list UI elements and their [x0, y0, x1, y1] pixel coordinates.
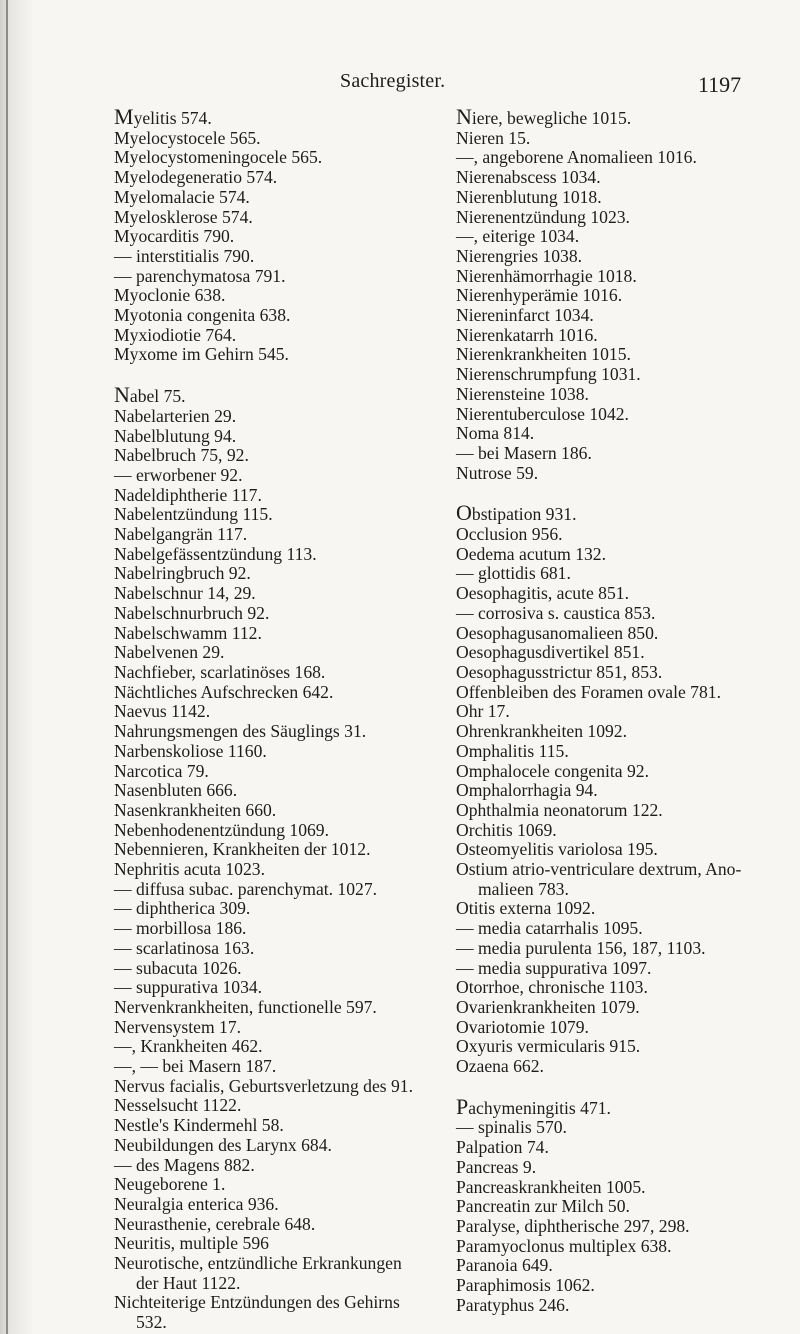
index-entry [114, 1293, 444, 1332]
index-entry [114, 1254, 444, 1293]
index-entry: Neurasthenie, cerebrale 648. [114, 1213, 316, 1234]
index-column-left [114, 104, 444, 1333]
index-entry: Neubildungen des Larynx 684. [114, 1134, 332, 1155]
index-entry: Oedema acutum 132. [456, 543, 606, 564]
index-entry: Neugeborene 1. [114, 1174, 226, 1195]
index-entry: — des Magens 882. [114, 1154, 255, 1175]
index-entry-text: Nichteiterige Entzündungen des Gehirns [114, 1292, 400, 1313]
index-entry-text: Ostium atrio-ventriculare dextrum, Ano- [456, 859, 742, 880]
index-entry: — morbillosa 186. [114, 918, 247, 939]
index-entry: Nabelschnur 14, 29. [114, 583, 256, 604]
index-entry: Otitis externa 1092. [456, 898, 596, 919]
index-entry: — diphtherica 309. [114, 898, 251, 919]
index-entry: Noma 814. [456, 423, 535, 444]
index-entry: Myxome im Gehirn 545. [114, 344, 289, 365]
index-entry: Nervensystem 17. [114, 1016, 242, 1037]
page-binding-line [6, 0, 8, 1334]
index-entry: Nasenbluten 666. [114, 780, 238, 801]
index-entry: Nabelarterien 29. [114, 405, 237, 426]
index-entry: Narcotica 79. [114, 760, 209, 781]
index-entry: Niereninfarct 1034. [456, 305, 594, 326]
index-column-right [456, 104, 781, 1315]
index-entry: Ovariotomie 1079. [456, 1016, 589, 1037]
index-entry: Nierenkrankheiten 1015. [456, 344, 631, 365]
index-entry: Myelocystomeningocele 565. [114, 147, 323, 168]
index-entry: Nierenhyperämie 1016. [456, 285, 623, 306]
index-entry: Nabelringbruch 92. [114, 563, 251, 584]
index-entry: Osteomyelitis variolosa 195. [456, 839, 658, 860]
index-entry: —, — bei Masern 187. [114, 1056, 277, 1077]
index-entry: Myelocystocele 565. [114, 127, 261, 148]
index-entry: Ozaena 662. [456, 1056, 544, 1077]
index-entry: — bei Masern 186. [456, 442, 592, 463]
index-entry: Niere, bewegliche 1015. [456, 104, 632, 129]
index-entry: Nierensteine 1038. [456, 383, 589, 404]
index-entry: Oesophagusdivertikel 851. [456, 642, 645, 663]
index-entry: Oesophagusanomalieen 850. [456, 622, 659, 643]
index-entry: Nestle's Kindermehl 58. [114, 1115, 284, 1136]
index-entry: Nasenkrankheiten 660. [114, 799, 277, 820]
index-entry: Omphalorrhagia 94. [456, 780, 598, 801]
index-entry: — corrosiva s. caustica 853. [456, 602, 656, 623]
index-entry: Oesophagusstrictur 851, 853. [456, 661, 663, 682]
index-entry: Naevus 1142. [114, 701, 211, 722]
index-entry: — media suppurativa 1097. [456, 957, 652, 978]
index-entry: Nabelvenen 29. [114, 642, 225, 663]
index-entry: Nabelschwamm 112. [114, 622, 262, 643]
index-entry: Neuritis, multiple 596 [114, 1233, 269, 1254]
index-entry: Orchitis 1069. [456, 819, 557, 840]
page-number: 1197 [698, 72, 742, 97]
index-entry: —, Krankheiten 462. [114, 1036, 263, 1057]
index-section [114, 104, 444, 365]
index-entry: Nabel 75. [114, 382, 186, 408]
index-entry: Myoclonie 638. [114, 285, 226, 306]
index-entry: — erworbener 92. [114, 464, 243, 485]
index-entry: — interstitialis 790. [114, 245, 255, 266]
index-entry: Nabelblutung 94. [114, 425, 237, 446]
index-entry: Oesophagitis, acute 851. [456, 583, 629, 604]
index-entry: Ophthalmia neonatorum 122. [456, 799, 663, 820]
index-entry: Occlusion 956. [456, 524, 563, 545]
index-entry: — suppurativa 1034. [114, 977, 263, 998]
index-entry: — media purulenta 156, 187, 1103. [456, 937, 706, 958]
index-entry: — subacuta 1026. [114, 957, 242, 978]
index-entry: Omphalocele congenita 92. [456, 760, 649, 781]
index-entry: — parenchymatosa 791. [114, 265, 286, 286]
index-entry-continuation: 532. [136, 1312, 167, 1333]
index-entry: Nierengries 1038. [456, 245, 583, 266]
index-entry: Nervenkrankheiten, functionelle 597. [114, 996, 377, 1017]
index-entry: Myelitis 574. [114, 104, 212, 129]
index-entry: Nabelgangrän 117. [114, 524, 248, 545]
index-entry: Paratyphus 246. [456, 1294, 570, 1315]
index-entry: — media catarrhalis 1095. [456, 918, 643, 939]
index-entry: Nesselsucht 1122. [114, 1095, 242, 1116]
index-entry: Paraphimosis 1062. [456, 1275, 595, 1296]
index-entry-continuation: der Haut 1122. [136, 1272, 241, 1293]
index-entry: Oxyuris vermicularis 915. [456, 1036, 641, 1057]
index-entry [456, 860, 781, 899]
index-entry: — spinalis 570. [456, 1117, 567, 1138]
index-entry: —, eiterige 1034. [456, 226, 580, 247]
index-entry: Nabelbruch 75, 92. [114, 445, 249, 466]
index-entry: Neuralgia enterica 936. [114, 1193, 279, 1214]
index-entry: Myelomalacie 574. [114, 186, 250, 207]
index-entry: Paramyoclonus multiplex 638. [456, 1235, 672, 1256]
index-entry: Nadeldiphtherie 117. [114, 484, 262, 505]
index-entry: Nierenentzündung 1023. [456, 206, 630, 227]
index-entry: Nierenabscess 1034. [456, 167, 601, 188]
index-entry: Nahrungsmengen des Säuglings 31. [114, 721, 367, 742]
index-entry: Nervus facialis, Geburtsverletzung des 91. [114, 1075, 413, 1096]
index-entry: Omphalitis 115. [456, 740, 569, 761]
index-entry: — scarlatinosa 163. [114, 937, 255, 958]
index-entry: Nachfieber, scarlatinöses 168. [114, 661, 326, 682]
index-section [456, 1093, 781, 1316]
index-entry-continuation: malieen 783. [478, 878, 569, 899]
index-entry: Nabelentzündung 115. [114, 504, 273, 525]
index-entry: — diffusa subac. parenchymat. 1027. [114, 878, 378, 899]
index-entry: —, angeborene Anomalieen 1016. [456, 147, 697, 168]
index-entry: Paralyse, diphtherische 297, 298. [456, 1215, 690, 1236]
index-entry: Pancreatin zur Milch 50. [456, 1196, 630, 1217]
index-entry: Nierenkatarrh 1016. [456, 324, 598, 345]
index-entry: Nephritis acuta 1023. [114, 859, 265, 880]
index-entry: Nierenblutung 1018. [456, 186, 602, 207]
index-entry: Myelosklerose 574. [114, 206, 253, 227]
index-entry: Myelodegeneratio 574. [114, 167, 278, 188]
index-entry: Nebennieren, Krankheiten der 1012. [114, 839, 371, 860]
index-entry: Nabelgefässentzündung 113. [114, 543, 317, 564]
index-section [456, 500, 781, 1077]
index-entry: Nutrose 59. [456, 462, 539, 483]
index-entry: Nierenhämorrhagie 1018. [456, 265, 637, 286]
index-entry: Nabelschnurbruch 92. [114, 602, 270, 623]
index-entry: Offenbleiben des Foramen ovale 781. [456, 681, 721, 702]
index-entry: Pancreas 9. [456, 1156, 537, 1177]
index-entry: Pachymeningitis 471. [456, 1093, 611, 1119]
index-entry: Ohr 17. [456, 701, 510, 722]
index-entry: Nierentuberculose 1042. [456, 403, 629, 424]
index-entry: Nebenhodenentzündung 1069. [114, 819, 329, 840]
index-entry: — glottidis 681. [456, 563, 571, 584]
index-entry: Obstipation 931. [456, 500, 577, 526]
index-entry: Nieren 15. [456, 127, 531, 148]
index-entry-text: Neurotische, entzündliche Erkrankungen [114, 1253, 402, 1274]
running-head: Sachregister. [340, 70, 446, 92]
index-entry: Pancreaskrankheiten 1005. [456, 1176, 646, 1197]
index-section [456, 104, 781, 483]
index-section [114, 382, 444, 1333]
index-entry: Nierenschrumpfung 1031. [456, 364, 641, 385]
index-entry: Palpation 74. [456, 1137, 549, 1158]
index-entry: Otorrhoe, chronische 1103. [456, 977, 648, 998]
index-entry: Ovarienkrankheiten 1079. [456, 996, 640, 1017]
index-entry: Paranoia 649. [456, 1255, 553, 1276]
index-entry: Ohrenkrankheiten 1092. [456, 721, 627, 742]
index-entry: Myxiodiotie 764. [114, 324, 237, 345]
index-entry: Myotonia congenita 638. [114, 305, 291, 326]
index-entry: Nächtliches Aufschrecken 642. [114, 681, 334, 702]
index-entry: Myocarditis 790. [114, 226, 235, 247]
index-entry: Narbenskoliose 1160. [114, 740, 267, 761]
